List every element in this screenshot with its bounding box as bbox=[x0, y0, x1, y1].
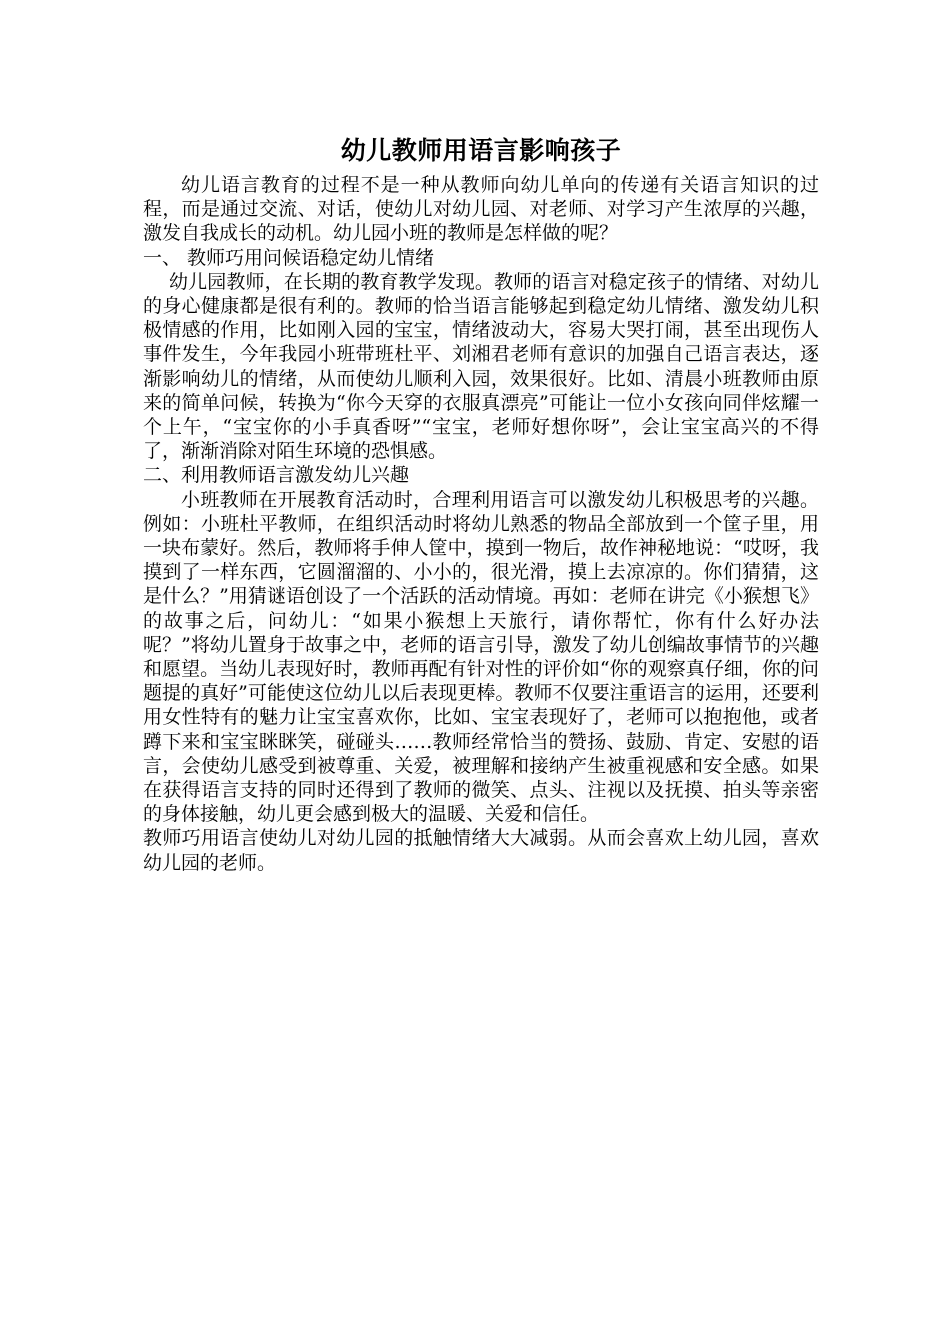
section2-paragraph: 小班教师在开展教育活动时，合理利用语言可以激发幼儿积极思考的兴趣。例如：小班杜平教师，在组织活动时将幼儿熟悉的物品全部放到一个筐子里，用一块布蒙好。然后，教师将手伸人筐中，摸到一物后，故作神秘地说：“哎呀，我摸到了一样东西，它圆溜溜的、小小的，很光滑，摸上去凉凉的。你们猜猜，这是什么？”用猜谜语创设了一个活跃的活动情境。再如：老师在讲完《小猴想飞》的故事之后，问幼儿：“如果小猴想上天旅行，请你帮忙，你有什么好办法呢？”将幼儿置身于故事之中，老师的语言引导，激发了幼儿创编故事情节的兴趣和愿望。当幼儿表现好时，教师再配有针对性的评价如“你的观察真仔细，你的问题提的真好”可能使这位幼儿以后表现更棒。教师不仅要注重语言的运用，还要利用女性特有的魅力让宝宝喜欢你，比如、宝宝表现好了，老师可以抱抱他，或者蹲下来和宝宝眯眯笑，碰碰头……教师经常恰当的赞扬、鼓励、肯定、安慰的语言，会使幼儿感受到被尊重、关爱，被理解和接纳产生被重视感和安全感。如果在获得语言支持的同时还得到了教师的微笑、点头、注视以及抚摸、拍头等亲密的身体接触，幼儿更会感到极大的温暖、关爱和信任。 bbox=[143, 488, 819, 826]
section2-heading: 二、利用教师语言激发幼儿兴趣 bbox=[143, 464, 410, 487]
document-title: 幼儿教师用语言影响孩子 bbox=[340, 136, 622, 165]
section1-paragraph: 幼儿园教师，在长期的教育教学发现。教师的语言对稳定孩子的情绪、对幼儿的身心健康都是很有利的。教师的恰当语言能够起到稳定幼儿情绪、激发幼儿积极情感的作用，比如刚入园的宝宝，情绪波动大，容易大哭打闹，甚至出现伤人事件发生，今年我园小班带班杜平、刘湘君老师有意识的加强自己语言表达，逐渐影响幼儿的情绪，从而使幼儿顺利入园，效果很好。比如、清晨小班教师由原来的简单问候，转换为“你今天穿的衣服真漂亮”可能让一位小女孩向同伴炫耀一个上午，“宝宝你的小手真香呀”“宝宝，老师好想你呀”，会让宝宝高兴的不得了，渐渐消除对陌生环境的恐惧感。 bbox=[143, 270, 819, 463]
section1-heading: 一、 教师巧用问候语稳定幼儿情绪 bbox=[143, 246, 435, 269]
conclusion-paragraph: 教师巧用语言使幼儿对幼儿园的抵触情绪大大减弱。从而会喜欢上幼儿园，喜欢幼儿园的老师。 bbox=[143, 827, 819, 874]
intro-paragraph: 幼儿语言教育的过程不是一种从教师向幼儿单向的传递有关语言知识的过程，而是通过交流、对话，使幼儿对幼儿园、对老师、对学习产生浓厚的兴趣，激发自我成长的动机。幼儿园小班的教师是怎样做的呢？ bbox=[143, 174, 819, 245]
document-page bbox=[143, 131, 819, 875]
